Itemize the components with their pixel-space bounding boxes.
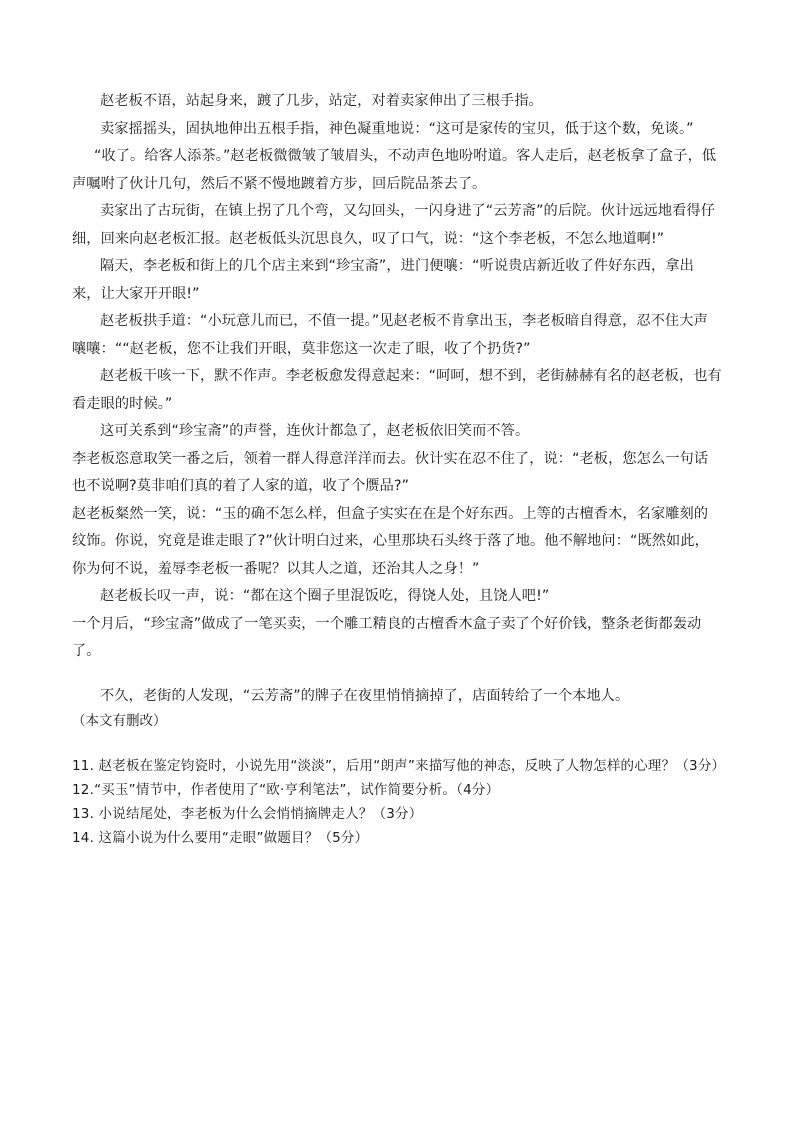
story-paragraph: “收了。给客人添茶。”赵老板微微皱了皱眉头，不动声色地吩咐道。客人走后，赵老板拿了盒子，低声嘱咐了伙计几句，然后不紧不慢地踱着方步，回后院品茶去了。 — [72, 148, 717, 192]
question-item: 14. 这篇小说为什么要用“走眼”做题目？（5分） — [72, 830, 369, 846]
question-item: 11. 赵老板在鉴定钧瓷时，小说先用“淡淡”，后用“朗声”来描写他的神态，反映了人物怎样的心理？（3分） — [72, 758, 726, 774]
edit-note: （本文有删改） — [72, 713, 167, 729]
story-paragraph: 一个月后，“珍宝斋”做成了一笔买卖，一个雕工精良的古檀香木盒子卖了个好价钱，整条老街都轰动了。 — [72, 615, 702, 659]
story-paragraph: 赵老板拱手道：“小玩意儿而已，不值一提。”见赵老板不肯拿出玉，李老板暗自得意，忍不住大声嚷嚷：““赵老板，您不让我们开眼，莫非您这一次走了眼，收了个扔货?” — [72, 313, 708, 357]
story-paragraph: 赵老板干咳一下，默不作声。李老板愈发得意起来：“呵呵，想不到，老街赫赫有名的赵老板，也有看走眼的时候。” — [72, 368, 722, 412]
story-ending: 不久，老街的人发现，“云芳斋”的牌子在夜里悄悄摘掉了，店面转给了一个本地人。 — [100, 687, 630, 704]
question-item: 13. 小说结尾处，李老板为什么会悄悄摘牌走人？（3分） — [72, 806, 423, 822]
story-paragraph: 卖家出了古玩街，在镇上拐了几个弯，又勾回头，一闪身进了“云芳斋”的后院。伙计远远地看得仔细，回来向赵老板汇报。赵老板低头沉思良久，叹了口气，说：“这个李老板，不怎么地道啊!” — [72, 203, 715, 247]
story-paragraph: 这可关系到“珍宝斋”的声誉，连伙计都急了，赵老板依旧笑而不答。 — [100, 423, 530, 439]
story-body — [72, 88, 722, 666]
question-list — [72, 754, 726, 850]
story-paragraph: 赵老板长叹一声，说：“都在这个圈子里混饭吃，得饶人处，且饶人吧!” — [100, 588, 550, 604]
document-page — [72, 88, 726, 850]
story-paragraph: 赵老板粲然一笑，说：“玉的确不怎么样，但盒子实实在在是个好东西。上等的古檀香木，名家雕刻的纹饰。你说，究竟是谁走眼了?”伙计明白过来，心里那块石头终于落了地。他不解地问：“既然如此，你为何不说，羞辱李老板一番呢？以其人之道，还治其人之身！” — [72, 505, 709, 577]
story-paragraph: 隔天，李老板和街上的几个店主来到“珍宝斋”，进门便嚷：“听说贵店新近收了件好东西，拿出来，让大家开开眼!” — [72, 258, 694, 302]
story-paragraph: 赵老板不语，站起身来，踱了几步，站定，对着卖家伸出了三根手指。 — [100, 93, 543, 109]
story-paragraph: 李老板恣意取笑一番之后，领着一群人得意洋洋而去。伙计实在忍不住了，说：“老板，您怎么一句话也不说啊?莫非咱们真的着了人家的道，收了个赝品?” — [72, 450, 709, 494]
question-item: 12.“买玉”情节中，作者使用了“欧·亨利笔法”，试作简要分析。（4分） — [72, 782, 500, 798]
story-paragraph: 卖家摇摇头，固执地伸出五根手指，神色凝重地说：“这可是家传的宝贝，低于这个数，免谈。” — [100, 120, 694, 137]
